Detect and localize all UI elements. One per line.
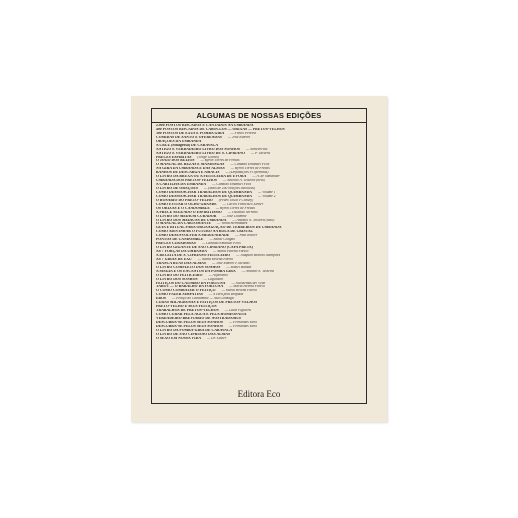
entry-title: ORAÇÕES DA UMBANDA [156, 139, 202, 143]
entry-title: TRANCA RUAS DAS ALMAS [156, 261, 206, 265]
entry-author: — Oswaldo Serrano [227, 210, 258, 214]
entry-author: — Lucia Figueira [224, 309, 251, 313]
entry-author: — Vilma Hermandez [217, 222, 248, 226]
entry-title: O LIVRO DOS SONHOS [156, 277, 198, 281]
entry-author: — Antônio A. Teixeira (neto) [223, 179, 265, 183]
entry-author: — José Ribeiro [227, 135, 251, 139]
entry-title: GUIA E RITUAL PARA ORGANIZAÇÃO DE TERREIROS DE UMBANDA [156, 226, 282, 230]
entry-author: — (Mais de 200 orações católicas) [204, 187, 256, 190]
entry-title: OS ORIXÁS E O CANDOMBLÉ [156, 206, 210, 210]
entry-title: FEITIÇOS DO CATIMBÓ DA FORTUNA [156, 281, 226, 285]
entry-title: ANTIGO E VERDADEIRO LIVRO DOS SONHOS [156, 147, 241, 151]
entry-author: — Flávio Pereira [230, 131, 256, 135]
entry-title: PRECES CURADORAS [156, 242, 196, 246]
catalog-list [156, 124, 364, 341]
entry-title: COMO CURAR PELA ÁGUA E PELA HOMEOPATIA [156, 313, 247, 316]
entry-title: A CRUZ (Milagrosa) DE CARAVACA [156, 143, 219, 147]
entry-author: — José Ribeiro e Jacobas [211, 261, 250, 265]
entry-title: VERDADEIRO BREVIÁRIO DE NOSTRADAMUS [156, 316, 242, 320]
entry-title: COMIDAS DE SANTO E OFERENDAS [156, 135, 222, 139]
entry-author: — A cura pela simpatia [208, 293, 244, 297]
entry-title: 400 PONTOS RISCADOS DE CABOCLOS — ORIXÁS — PRETOS-VELHOS [156, 127, 285, 131]
entry-author: — P. Tarurra [251, 151, 271, 155]
entry-author: — Maria Helena Farelli [221, 289, 258, 293]
catalog-heading: ALGUMAS DE NOSSAS EDIÇÕES [152, 110, 366, 123]
entry-author: — Cândido Emanuel Félix [212, 183, 252, 187]
entry-author: — Joaquim Betelho Salmpires [236, 253, 281, 257]
entry-author: — Feitiço do Candomblé — Akil Gonzaga [172, 297, 234, 301]
entry-title: CURAS MILAGROSAS E FEITIÇOS DE PRETOS-VELHOS [156, 301, 258, 305]
entry-title: DESCUBRA-SE PELOS SEUS SONHOS [156, 324, 223, 328]
entry-title: O JOGO DOS BÚZIOS [156, 159, 195, 163]
entry-author: — Carlos Francisco Xavier [222, 202, 264, 206]
entry-author: — Antônio A. Teixeira (neto) [232, 218, 275, 222]
entry-author: — Cândido Emanuel Félix [201, 242, 241, 246]
entry-author: — Almeleo-Ra. [246, 147, 269, 151]
entry-title: O LIVRO DOS MÉDIUNS DE UMBANDA [156, 218, 227, 222]
entry-author: — Fernandes Melo [228, 320, 258, 324]
entry-author: (Jorge Gomes) [197, 155, 220, 159]
entry-title: 300 PONTOS DE EXUS E POMBA GIRA [156, 131, 225, 135]
entry-author: — Volume 2 [258, 194, 276, 198]
entry-title: AS 7 FORÇAS DA UMBANDA [156, 250, 207, 253]
catalog-frame [151, 108, 367, 404]
entry-author: — Sabac Gongaô [209, 238, 236, 242]
entry-author: — Cândido Emanuel Félix [230, 163, 270, 167]
entry-title: COMO DESMANCHAR TRABALHOS DE QUIMBANDA [156, 190, 253, 194]
entry-author: — Fernandes Melo [228, 324, 258, 328]
entry-title: NA GIRA DA UMBANDA E DAS ALMAS [156, 167, 225, 171]
entry-title: O LIVRO DO MÉDIUM CURADOR [156, 214, 217, 218]
entry-author: — Paul Rollier [235, 234, 258, 238]
entry-title: O ROSÁRIO DO PRETO-VELHO [156, 198, 213, 202]
entry-title: PONTOS DE CANDOMBLÉ [156, 238, 204, 242]
entry-author: — Dr. Xavier [207, 336, 227, 340]
entry-title: COMO DESENVOLVER A MEDIUNIDADE [156, 234, 230, 238]
book-back-cover [131, 96, 387, 422]
entry-title: TRABALHOS DE PRETOS-VELHOS [156, 309, 219, 313]
entry-title: O SEXO EM NOSSA VIDA [156, 336, 202, 340]
entry-title: A MAGIA E OS ENCANTOS DA POMBA GIRA [156, 269, 236, 273]
entry-title: ANTIGO E VERDADEIRO LIVRO DE S. CIPRIANO [156, 151, 246, 155]
entry-title: O LIVRO DO FEITICEIRO [156, 273, 203, 277]
entry-title: COMO EVITAR O OLHO GRANDE [156, 202, 217, 206]
entry-title: A PRECE SEGUNDO O ESPIRITISMO [156, 210, 222, 214]
entry-title: TAROT — O BARALHO DA FORTUNA [156, 285, 224, 289]
entry-author: — (Defumações e Oferendas) [225, 171, 269, 175]
entry-title: COMO FAZER SIMPATIAS [156, 293, 203, 297]
entry-title: O LIVRO DE ORAÇÕES [156, 187, 198, 190]
entry-title: O LIVRO COMPLETO DOS SONHOS [156, 265, 221, 269]
entry-title: O LIVRO DA BRUXA OU A FEITICEIRA DE ÉVORA [156, 175, 247, 179]
entry-author: — Antônio A. Teixeira [241, 269, 274, 273]
entry-author: — Volume 1 [258, 190, 276, 194]
entry-title: O LIVRO GIGANTE DE SÃO CIPRIANO (CAPA PRETA) [156, 246, 253, 250]
entry-title: PRETO-VELHO E SEUS FEITIÇOS [156, 305, 217, 309]
entry-author: — José Lhomme [222, 214, 247, 218]
entry-author: — Cagliostro [203, 277, 224, 281]
publisher-name: Editora Eco [237, 389, 281, 399]
entry-author: — A. de Santander [252, 175, 280, 179]
entry-title: O LIVRO DE SÃO CIPRIANO DAS ALMAS [156, 332, 231, 336]
entry-title: DESCUBRA-SE PELOS SEUS SONHOS [156, 320, 223, 324]
entry-title: UMBANDA DOS PRETOS-VELHOS [156, 179, 218, 183]
entry-author: — Maria Helena Farelli [229, 285, 265, 289]
entry-author: — Nicodemus del Vêde [231, 281, 266, 285]
entry-author: — Mahel Bathan [226, 265, 252, 269]
entry-author: — Byron Tôrres de Freitas [215, 206, 255, 210]
entry-author: — Alfarrábio [208, 273, 228, 277]
entry-title: 2.000 PONTOS RISCADOS E CANTADOS NA UMBANDA [156, 124, 254, 127]
entry-title: PRECES ESPÍRITAS [156, 155, 192, 159]
entry-title: AS 7 GIRAS DE EXU [156, 257, 192, 261]
entry-title: O MANUAL DE REZAS E MANDINGAS [156, 163, 225, 167]
entry-author: — Byron Tôrres de Freitas [230, 167, 270, 171]
entry-title: COMO DESMANCHAR TRABALHOS DE QUIMBANDA [156, 194, 253, 198]
entry-title: COMO ADIVINHAR O FUTURO NA BOLA DE CRISTAL [156, 230, 254, 234]
entry-author: — Maria Helena Farelli [212, 250, 249, 253]
entry-title: O COMO COMBATER O FEITIÇO [156, 289, 216, 293]
entry-title: BANHOS DE DESCARGA E AMACIS [156, 171, 220, 175]
entry-title: EBÓS [156, 297, 167, 301]
entry-title: A RECEITA DE S. CIPRIANO FEITICEIRO [156, 253, 231, 257]
entry-author: — Byron Tôrres de Freitas [200, 159, 240, 163]
entry-title: O LIVRO DA POMBA-GIRA DE CARAVACA [156, 328, 233, 332]
entry-author: — Maria Helena Farelli [197, 257, 234, 261]
entry-title: O MANUAL DA CARTOMANTE [156, 222, 212, 226]
entry-author: (Pedro Tosca e Crasby) [218, 198, 254, 202]
catalog-entry [156, 337, 364, 341]
entry-title: A CARTILHA DA UMBANDA [156, 183, 207, 187]
